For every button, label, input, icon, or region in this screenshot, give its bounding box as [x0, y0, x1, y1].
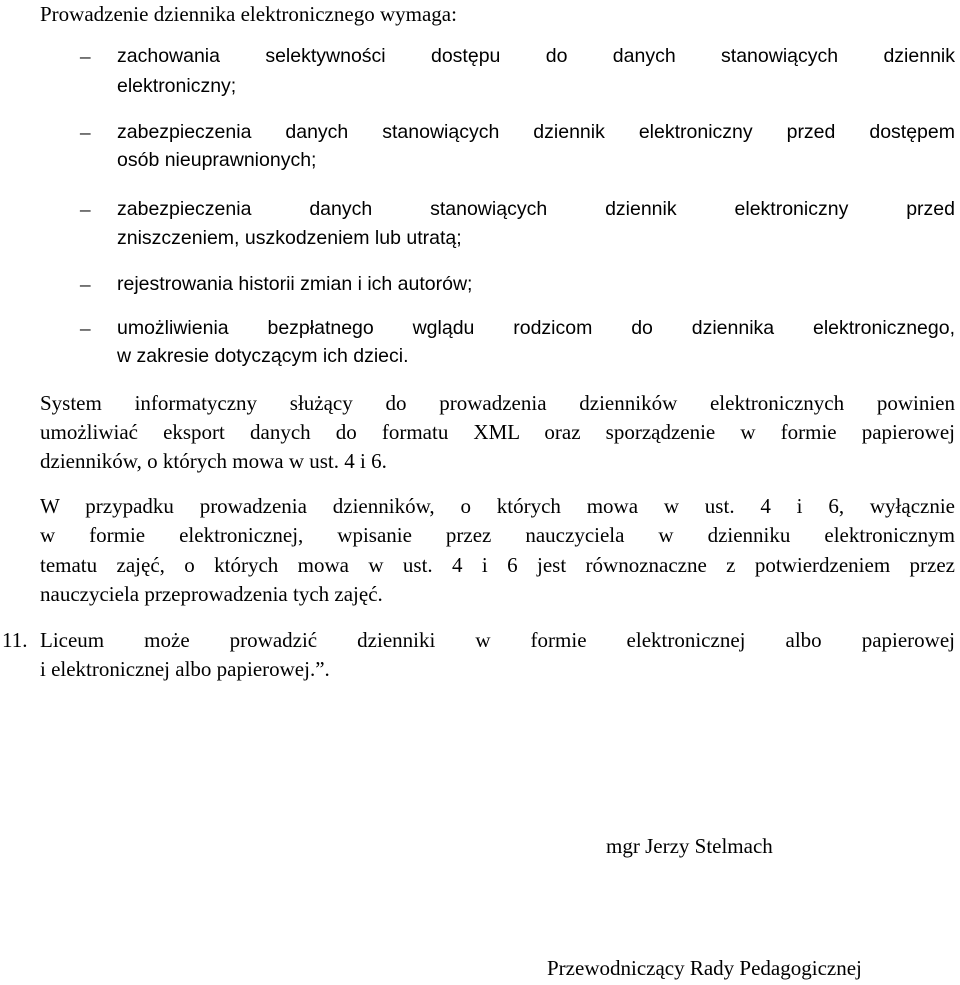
- paragraph-2-line-1: W przypadku prowadzenia dzienników, o których mowa w ust. 4 i 6, wyłącznie: [40, 494, 955, 518]
- bullet-3-line-1: zabezpieczenia danych stanowiących dziennik elektroniczny przed: [117, 198, 955, 220]
- paragraph-1-line-1: System informatyczny służący do prowadzenia dzienników elektronicznych powinien: [40, 391, 955, 415]
- bullet-5-line-2: w zakresie dotyczącym ich dzieci.: [117, 345, 409, 367]
- dash-bullet-4: –: [80, 272, 91, 296]
- bullet-2-line-1: zabezpieczenia danych stanowiących dziennik elektroniczny przed dostępem: [117, 121, 955, 143]
- item-11-line-1: Liceum może prowadzić dzienniki w formie elektronicznej albo papierowej: [40, 628, 955, 652]
- bullet-5-line-1: umożliwienia bezpłatnego wglądu rodzicom do dziennika elektronicznego,: [117, 317, 955, 339]
- signature-name: mgr Jerzy Stelmach: [606, 834, 773, 858]
- bullet-4-line-1: rejestrowania historii zmian i ich autorów;: [117, 273, 473, 295]
- item-11-line-2: i elektronicznej albo papierowej.”.: [40, 657, 330, 681]
- bullet-3-line-2: zniszczeniem, uszkodzeniem lub utratą;: [117, 227, 462, 249]
- bullet-2-line-2: osób nieuprawnionych;: [117, 149, 317, 171]
- signature-title: Przewodniczący Rady Pedagogicznej: [547, 956, 862, 980]
- bullet-1-line-2: elektroniczny;: [117, 75, 237, 97]
- paragraph-1-line-2: umożliwiać eksport danych do formatu XML oraz sporządzenie w formie papierowej: [40, 420, 955, 444]
- paragraph-1-line-3: dzienników, o których mowa w ust. 4 i 6.: [40, 449, 387, 473]
- paragraph-2-line-2: w formie elektronicznej, wpisanie przez nauczyciela w dzienniku elektronicznym: [40, 523, 955, 547]
- item-11-number: 11.: [2, 628, 28, 652]
- dash-bullet-1: –: [80, 44, 91, 68]
- dash-bullet-2: –: [80, 120, 91, 144]
- paragraph-2-line-4: nauczyciela przeprowadzenia tych zajęć.: [40, 582, 383, 606]
- dash-bullet-3: –: [80, 197, 91, 221]
- bullet-1-line-1: zachowania selektywności dostępu do danych stanowiących dziennik: [117, 45, 955, 67]
- dash-bullet-5: –: [80, 316, 91, 340]
- paragraph-2-line-3: tematu zajęć, o których mowa w ust. 4 i 6 jest równoznaczne z potwierdzeniem przez: [40, 553, 955, 577]
- intro-text: Prowadzenie dziennika elektronicznego wymaga:: [40, 2, 457, 26]
